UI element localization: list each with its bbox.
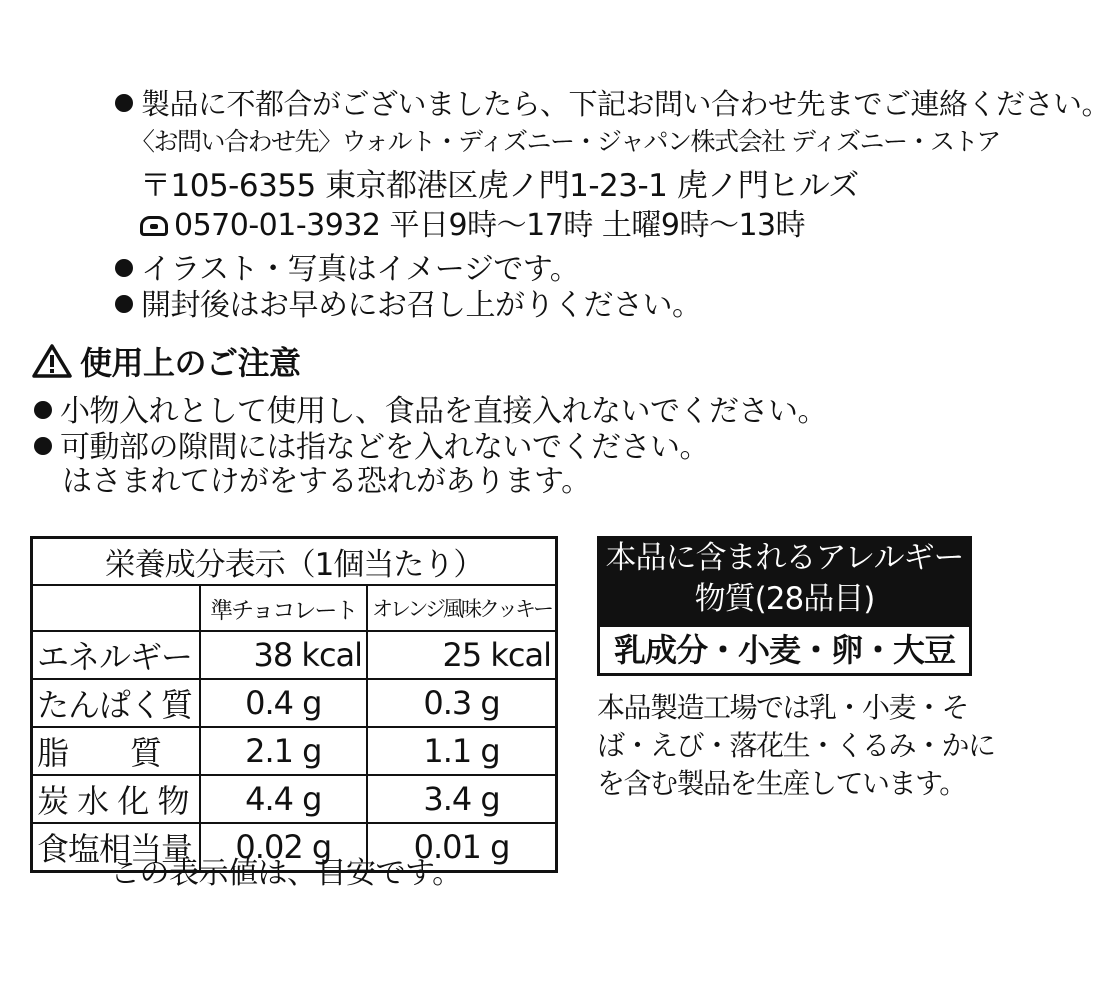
caution-item-2: 可動部の隙間には指などを入れないでください。: [34, 422, 709, 466]
table-row: [32, 775, 557, 823]
allergen-items: 乳成分・小麦・卵・大豆: [597, 624, 972, 676]
bullet-icon: [115, 295, 133, 313]
warning-icon: [32, 344, 72, 378]
header-empty-cell: [32, 585, 200, 631]
caution-heading: 使用上のご注意: [32, 338, 301, 384]
table-row: [32, 585, 557, 631]
bullet-icon: [34, 437, 52, 455]
value-cell: 3.4 g: [367, 775, 556, 823]
table-row: [32, 727, 557, 775]
caution-item-2-cont: はさまれてけがをする恐れがあります。: [62, 464, 591, 499]
value-cell: 0.02 g: [200, 823, 367, 872]
table-row: [32, 538, 557, 586]
bullet-icon: [34, 401, 52, 419]
value-cell: 0.4 g: [200, 679, 367, 727]
table-row: [32, 631, 557, 679]
address: 〒105-6355 東京都港区虎ノ門1-23-1 虎ノ門ヒルズ: [140, 168, 859, 204]
row-label: たんぱく質: [32, 679, 200, 727]
column-header: オレンジ風味クッキー: [367, 585, 556, 631]
row-label: エネルギー: [32, 631, 200, 679]
factory-note-line-3: を含む製品を生産しています。: [597, 767, 966, 800]
row-label: 脂 質: [32, 727, 200, 775]
caution-item-1: 小物入れとして使用し、食品を直接入れないでください。: [34, 386, 827, 430]
allergen-heading: 本品に含まれるアレルギー 物質(28品目): [597, 536, 972, 624]
phone-line: 0570-01-3932 平日9時〜17時 土曜9時〜13時: [140, 200, 805, 244]
value-cell: 2.1 g: [200, 727, 367, 775]
bullet-icon: [115, 259, 133, 277]
contact-info: 〈お問い合わせ先〉ウォルト・ディズニー・ジャパン株式会社 ディズニー・ストア: [130, 127, 1000, 156]
value-cell: 1.1 g: [367, 727, 556, 775]
contact-notice: 製品に不都合がございましたら、下記お問い合わせ先までご連絡ください。: [115, 82, 1110, 123]
factory-note-line-2: ば・えび・落花生・くるみ・かに: [597, 729, 995, 762]
factory-note-line-1: 本品製造工場では乳・小麦・そ: [597, 691, 969, 724]
value-cell: 0.01 g: [367, 823, 556, 872]
nutrition-note: この表示値は、目安です。: [110, 856, 462, 891]
table-row: [32, 679, 557, 727]
telephone-icon: [140, 216, 168, 236]
value-cell: 4.4 g: [200, 775, 367, 823]
value-cell: 0.3 g: [367, 679, 556, 727]
value-cell: 38 kcal: [200, 631, 367, 679]
row-label: 食塩相当量: [32, 823, 200, 872]
illustration-note: イラスト・写真はイメージです。: [115, 244, 579, 288]
value-cell: 25 kcal: [367, 631, 556, 679]
open-note: 開封後はお早めにお召し上がりください。: [115, 280, 702, 324]
row-label: 炭 水 化 物: [32, 775, 200, 823]
column-header: 準チョコレート: [200, 585, 367, 631]
bullet-icon: [115, 94, 133, 112]
nutrition-title: 栄養成分表示（1個当たり）: [32, 538, 557, 586]
nutrition-table: [30, 536, 558, 873]
